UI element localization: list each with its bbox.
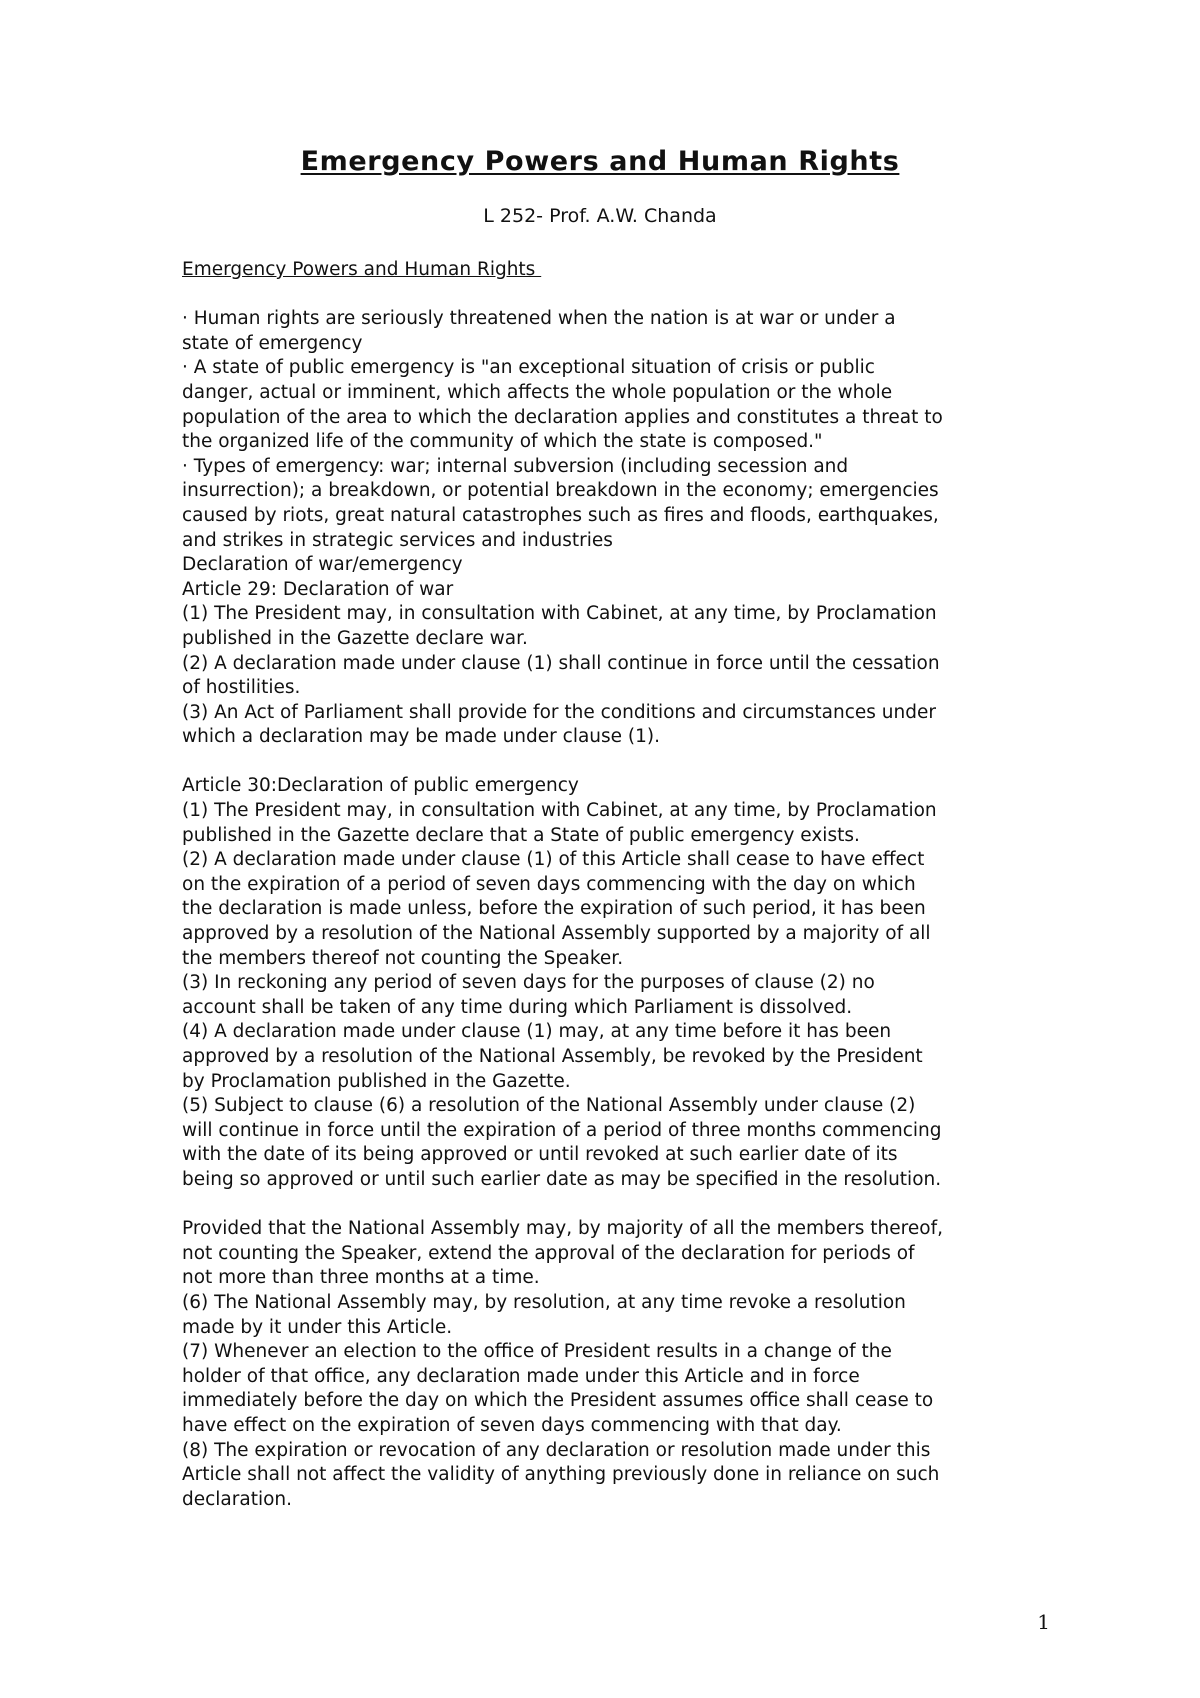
body-line: Article 30:Declaration of public emergency bbox=[182, 775, 579, 797]
body-line: with the date of its being approved or until revoked at such earlier date of its bbox=[182, 1144, 898, 1166]
body-line: (1) The President may, in consultation with Cabinet, at any time, by Proclamation bbox=[182, 603, 937, 625]
body-line: will continue in force until the expiration of a period of three months commencing bbox=[182, 1119, 942, 1141]
body-line: being so approved or until such earlier date as may be specified in the resolution. bbox=[182, 1168, 942, 1190]
body-line: on the expiration of a period of seven days commencing with the day on which bbox=[182, 873, 916, 895]
body-line: (3) An Act of Parliament shall provide for the conditions and circumstances under bbox=[182, 701, 936, 723]
body-line: population of the area to which the declaration applies and constitutes a threat to bbox=[182, 406, 943, 428]
blank-line bbox=[182, 750, 1042, 775]
body-line: and strikes in strategic services and industries bbox=[182, 529, 613, 551]
body-line: (8) The expiration or revocation of any declaration or resolution made under this bbox=[182, 1439, 931, 1461]
body-line: Provided that the National Assembly may, by majority of all the members thereof, bbox=[182, 1218, 943, 1240]
body-line: made by it under this Article. bbox=[182, 1316, 453, 1338]
document-body bbox=[182, 258, 1042, 1512]
body-line: (7) Whenever an election to the office of President results in a change of the bbox=[182, 1341, 892, 1363]
body-line: the organized life of the community of which the state is composed." bbox=[182, 431, 823, 453]
page-number: 1 bbox=[1037, 1610, 1050, 1634]
body-line: (3) In reckoning any period of seven days for the purposes of clause (2) no bbox=[182, 972, 875, 994]
body-line: · Human rights are seriously threatened when the nation is at war or under a bbox=[182, 308, 896, 330]
document-subtitle: L 252- Prof. A.W. Chanda bbox=[483, 205, 717, 227]
body-line: have effect on the expiration of seven days commencing with that day. bbox=[182, 1414, 842, 1436]
body-line: published in the Gazette declare war. bbox=[182, 627, 528, 649]
body-line: published in the Gazette declare that a State of public emergency exists. bbox=[182, 824, 860, 846]
body-line: which a declaration may be made under clause (1). bbox=[182, 726, 661, 748]
body-line: (5) Subject to clause (6) a resolution of the National Assembly under clause (2) bbox=[182, 1095, 916, 1117]
body-line: holder of that office, any declaration made under this Article and in force bbox=[182, 1365, 860, 1387]
section-heading: Emergency Powers and Human Rights bbox=[182, 259, 542, 280]
body-line: by Proclamation published in the Gazette. bbox=[182, 1070, 571, 1092]
body-line: (2) A declaration made under clause (1) shall continue in force until the cessation bbox=[182, 652, 940, 674]
body-line: the members thereof not counting the Speaker. bbox=[182, 947, 624, 969]
body-line: approved by a resolution of the National Assembly supported by a majority of all bbox=[182, 923, 931, 945]
body-line: Article shall not affect the validity of anything previously done in reliance on such bbox=[182, 1464, 940, 1486]
body-line: (1) The President may, in consultation with Cabinet, at any time, by Proclamation bbox=[182, 800, 937, 822]
body-line: · A state of public emergency is "an exceptional situation of crisis or public bbox=[182, 357, 875, 379]
body-line: state of emergency bbox=[182, 332, 363, 354]
body-line: immediately before the day on which the President assumes office shall cease to bbox=[182, 1390, 934, 1412]
body-line: of hostilities. bbox=[182, 677, 301, 699]
body-line: account shall be taken of any time during which Parliament is dissolved. bbox=[182, 996, 853, 1018]
document-title: Emergency Powers and Human Rights bbox=[300, 146, 900, 177]
body-line: the declaration is made unless, before the expiration of such period, it has been bbox=[182, 898, 926, 920]
body-line: Article 29: Declaration of war bbox=[182, 578, 454, 600]
body-line: (4) A declaration made under clause (1) may, at any time before it has been bbox=[182, 1021, 892, 1043]
body-line: not more than three months at a time. bbox=[182, 1267, 540, 1289]
body-lines bbox=[182, 307, 1042, 1512]
body-line: not counting the Speaker, extend the approval of the declaration for periods of bbox=[182, 1242, 915, 1264]
body-line: approved by a resolution of the National Assembly, be revoked by the President bbox=[182, 1046, 923, 1067]
body-line: (6) The National Assembly may, by resolution, at any time revoke a resolution bbox=[182, 1291, 906, 1313]
body-line: (2) A declaration made under clause (1) of this Article shall cease to have effect bbox=[182, 849, 925, 871]
body-line: danger, actual or imminent, which affects the whole population or the whole bbox=[182, 381, 893, 403]
body-line: caused by riots, great natural catastrophes such as fires and floods, earthquakes, bbox=[182, 504, 939, 526]
body-line: declaration. bbox=[182, 1488, 293, 1510]
body-line: · Types of emergency: war; internal subversion (including secession and bbox=[182, 455, 849, 477]
blank-line bbox=[182, 1193, 1042, 1218]
body-line: insurrection); a breakdown, or potential breakdown in the economy; emergencies bbox=[182, 480, 939, 502]
body-line: Declaration of war/emergency bbox=[182, 554, 463, 576]
